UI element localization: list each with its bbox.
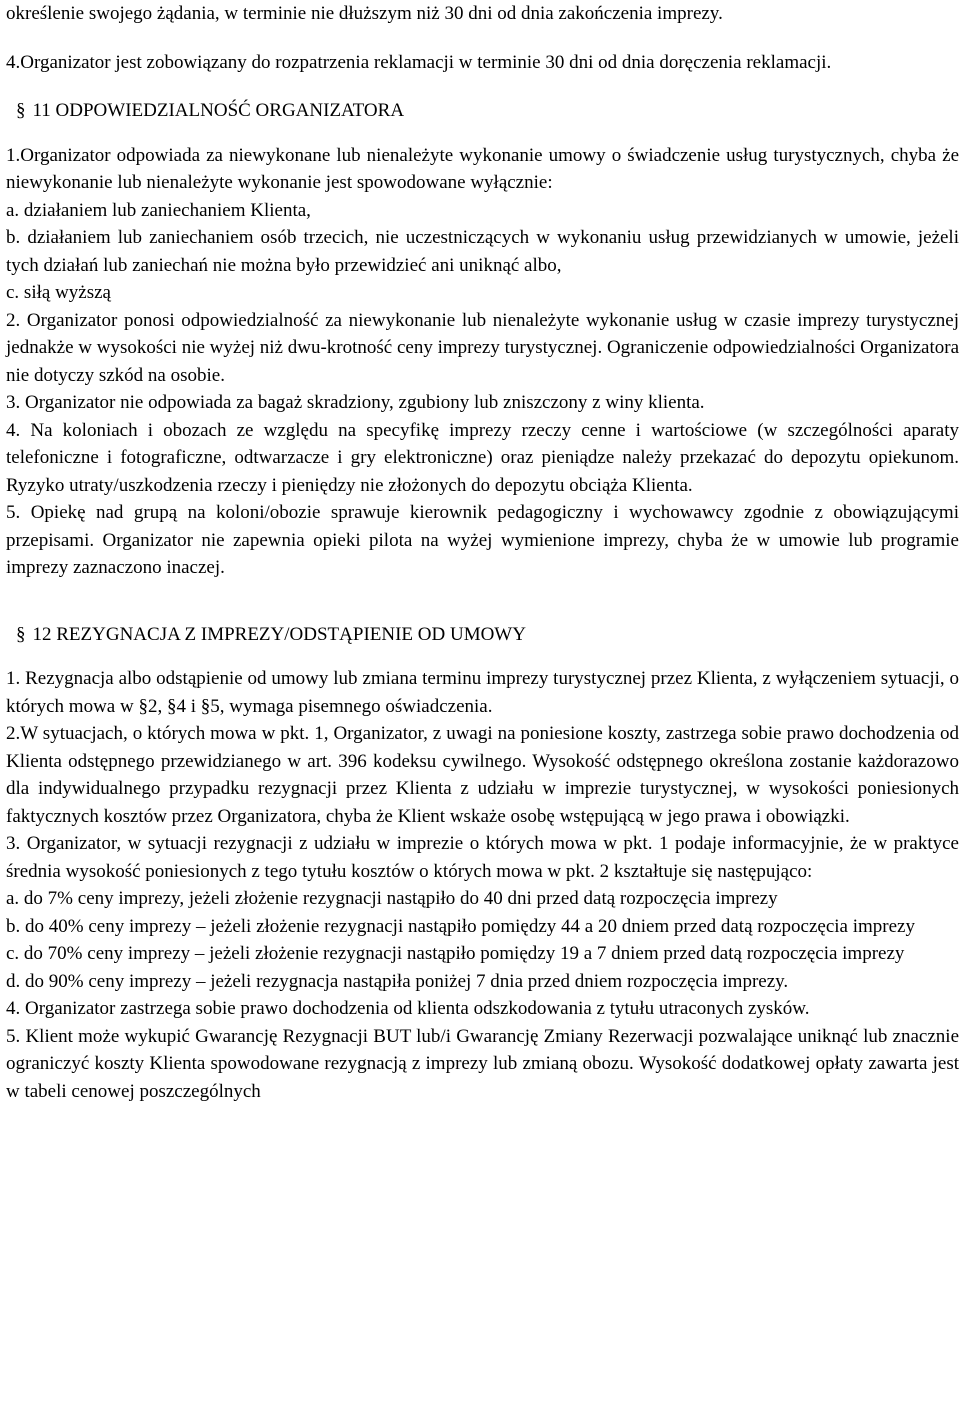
- list-item: c. do 70% ceny imprezy – jeżeli złożenie rezygnacji nastąpiło pomiędzy 19 a 7 dniem przed datą rozpoczęcia imprezy: [6, 943, 905, 964]
- list-item: a. do 7% ceny imprezy, jeżeli złożenie rezygnacji nastąpiło do 40 dni przed datą rozpoczęcia imprezy: [6, 888, 778, 909]
- paragraph: 2.W sytuacjach, o których mowa w pkt. 1, Organizator, z uwagi na poniesione koszty, zastrzega sobie prawo dochodzenia od Klienta odstępnego przewidzianego w art. 396 kodeksu cywilnego. Wysokość odstępnego określona zostanie każdorazowo dla indywidualnego przypadku rezygnacji przez Klienta z udziału w imprezie turystycznej, w wysokości poniesionych faktycznych kosztów przez Organizatora, chyba że Klient wskaże osobę wstępującą w jego prawa i obowiązki.: [6, 723, 959, 827]
- paragraph: określenie swojego żądania, w terminie nie dłuższym niż 30 dni od dnia zakończenia imprezy.: [6, 3, 723, 24]
- paragraph: 4.Organizator jest zobowiązany do rozpatrzenia reklamacji w terminie 30 dni od dnia doręczenia reklamacji.: [6, 51, 832, 73]
- section-symbol: §: [16, 100, 26, 121]
- paragraph: 5. Opiekę nad grupą na koloni/obozie sprawuje kierownik pedagogiczny i wychowawcy zgodnie z obowiązującymi przepisami. Organizator nie zapewnia opieki pilota na wyżej wymienione imprezy, chyba że w umowie lub programie imprezy zaznaczono inaczej.: [6, 502, 959, 578]
- spacer: [6, 76, 959, 97]
- list-item: b. do 40% ceny imprezy – jeżeli złożenie rezygnacji nastąpiło pomiędzy 44 a 20 dniem przed datą rozpoczęcia imprezy: [6, 915, 915, 937]
- paragraph: 4. Na koloniach i obozach ze względu na specyfikę imprezy rzeczy cenne i wartościowe (w szczególności aparaty telefoniczne i fotograficzne, odtwarzacze i gry elektroniczne) oraz pieniądze należy przekazać do depozytu opiekunom. Ryzyko utraty/uszkodzenia rzeczy i pieniędzy nie złożonych do depozytu obciąża Klienta.: [6, 419, 959, 496]
- spacer: [6, 125, 959, 142]
- section-symbol: §: [16, 623, 26, 645]
- document-page: [6, 0, 959, 1105]
- spacer: [6, 648, 959, 665]
- list-item: a. działaniem lub zaniechaniem Klienta,: [6, 199, 311, 221]
- paragraph: 3. Organizator, w sytuacji rezygnacji z udziału w imprezie o których mowa w pkt. 1 podaje informacyjnie, że w praktyce średnia wysokość poniesionych z tego tytułu kosztów o których mowa w pkt. 2 kształtuje się następująco:: [6, 833, 959, 882]
- paragraph: 3. Organizator nie odpowiada za bagaż skradziony, zgubiony lub zniszczony z winy klienta.: [6, 392, 705, 413]
- section-title: 12 REZYGNACJA Z IMPREZY/ODSTĄPIENIE OD UMOWY: [32, 623, 526, 645]
- section-heading: [6, 97, 959, 125]
- paragraph: 1.Organizator odpowiada za niewykonane lub nienależyte wykonanie umowy o świadczenie usług turystycznych, chyba że niewykonanie lub nienależyte wykonanie jest spowodowane wyłącznie:: [6, 144, 959, 193]
- paragraph: 4. Organizator zastrzega sobie prawo dochodzenia od klienta odszkodowania z tytułu utraconych zysków.: [6, 998, 810, 1019]
- list-item: c. siłą wyższą: [6, 282, 111, 303]
- list-item: d. do 90% ceny imprezy – jeżeli rezygnacja nastąpiła poniżej 7 dnia przed dniem rozpoczęcia imprezy.: [6, 970, 789, 992]
- section-title: 11 ODPOWIEDZIALNOŚĆ ORGANIZATORA: [32, 100, 405, 121]
- list-item: b. działaniem lub zaniechaniem osób trzecich, nie uczestniczących w wykonaniu usług przewidzianych w umowie, jeżeli tych działań lub zaniechań nie można było przewidzieć ani uniknąć albo,: [6, 227, 959, 276]
- spacer: [6, 582, 959, 621]
- spacer: [6, 28, 959, 49]
- paragraph: 1. Rezygnacja albo odstąpienie od umowy lub zmiana terminu imprezy turystycznej przez Klienta, z wyłączeniem sytuacji, o których mowa w §2, §4 i §5, wymaga pisemnego oświadczenia.: [6, 668, 959, 717]
- paragraph: 5. Klient może wykupić Gwarancję Rezygnacji BUT lub/i Gwarancję Zmiany Rezerwacji pozwalające uniknąć lub znacznie ograniczyć koszty Klienta spowodowane rezygnacją z imprezy lub zmianą obozu. Wysokość dodatkowej opłaty zawarta jest w tabeli cenowej poszczególnych: [6, 1025, 959, 1102]
- section-heading: [6, 621, 959, 649]
- paragraph: 2. Organizator ponosi odpowiedzialność za niewykonanie lub nienależyte wykonanie usług w czasie imprezy turystycznej jednakże w wysokości nie wyżej niż dwu-krotność ceny imprezy turystycznej. Ograniczenie odpowiedzialności Organizatora nie dotyczy szkód na osobie.: [6, 309, 960, 386]
